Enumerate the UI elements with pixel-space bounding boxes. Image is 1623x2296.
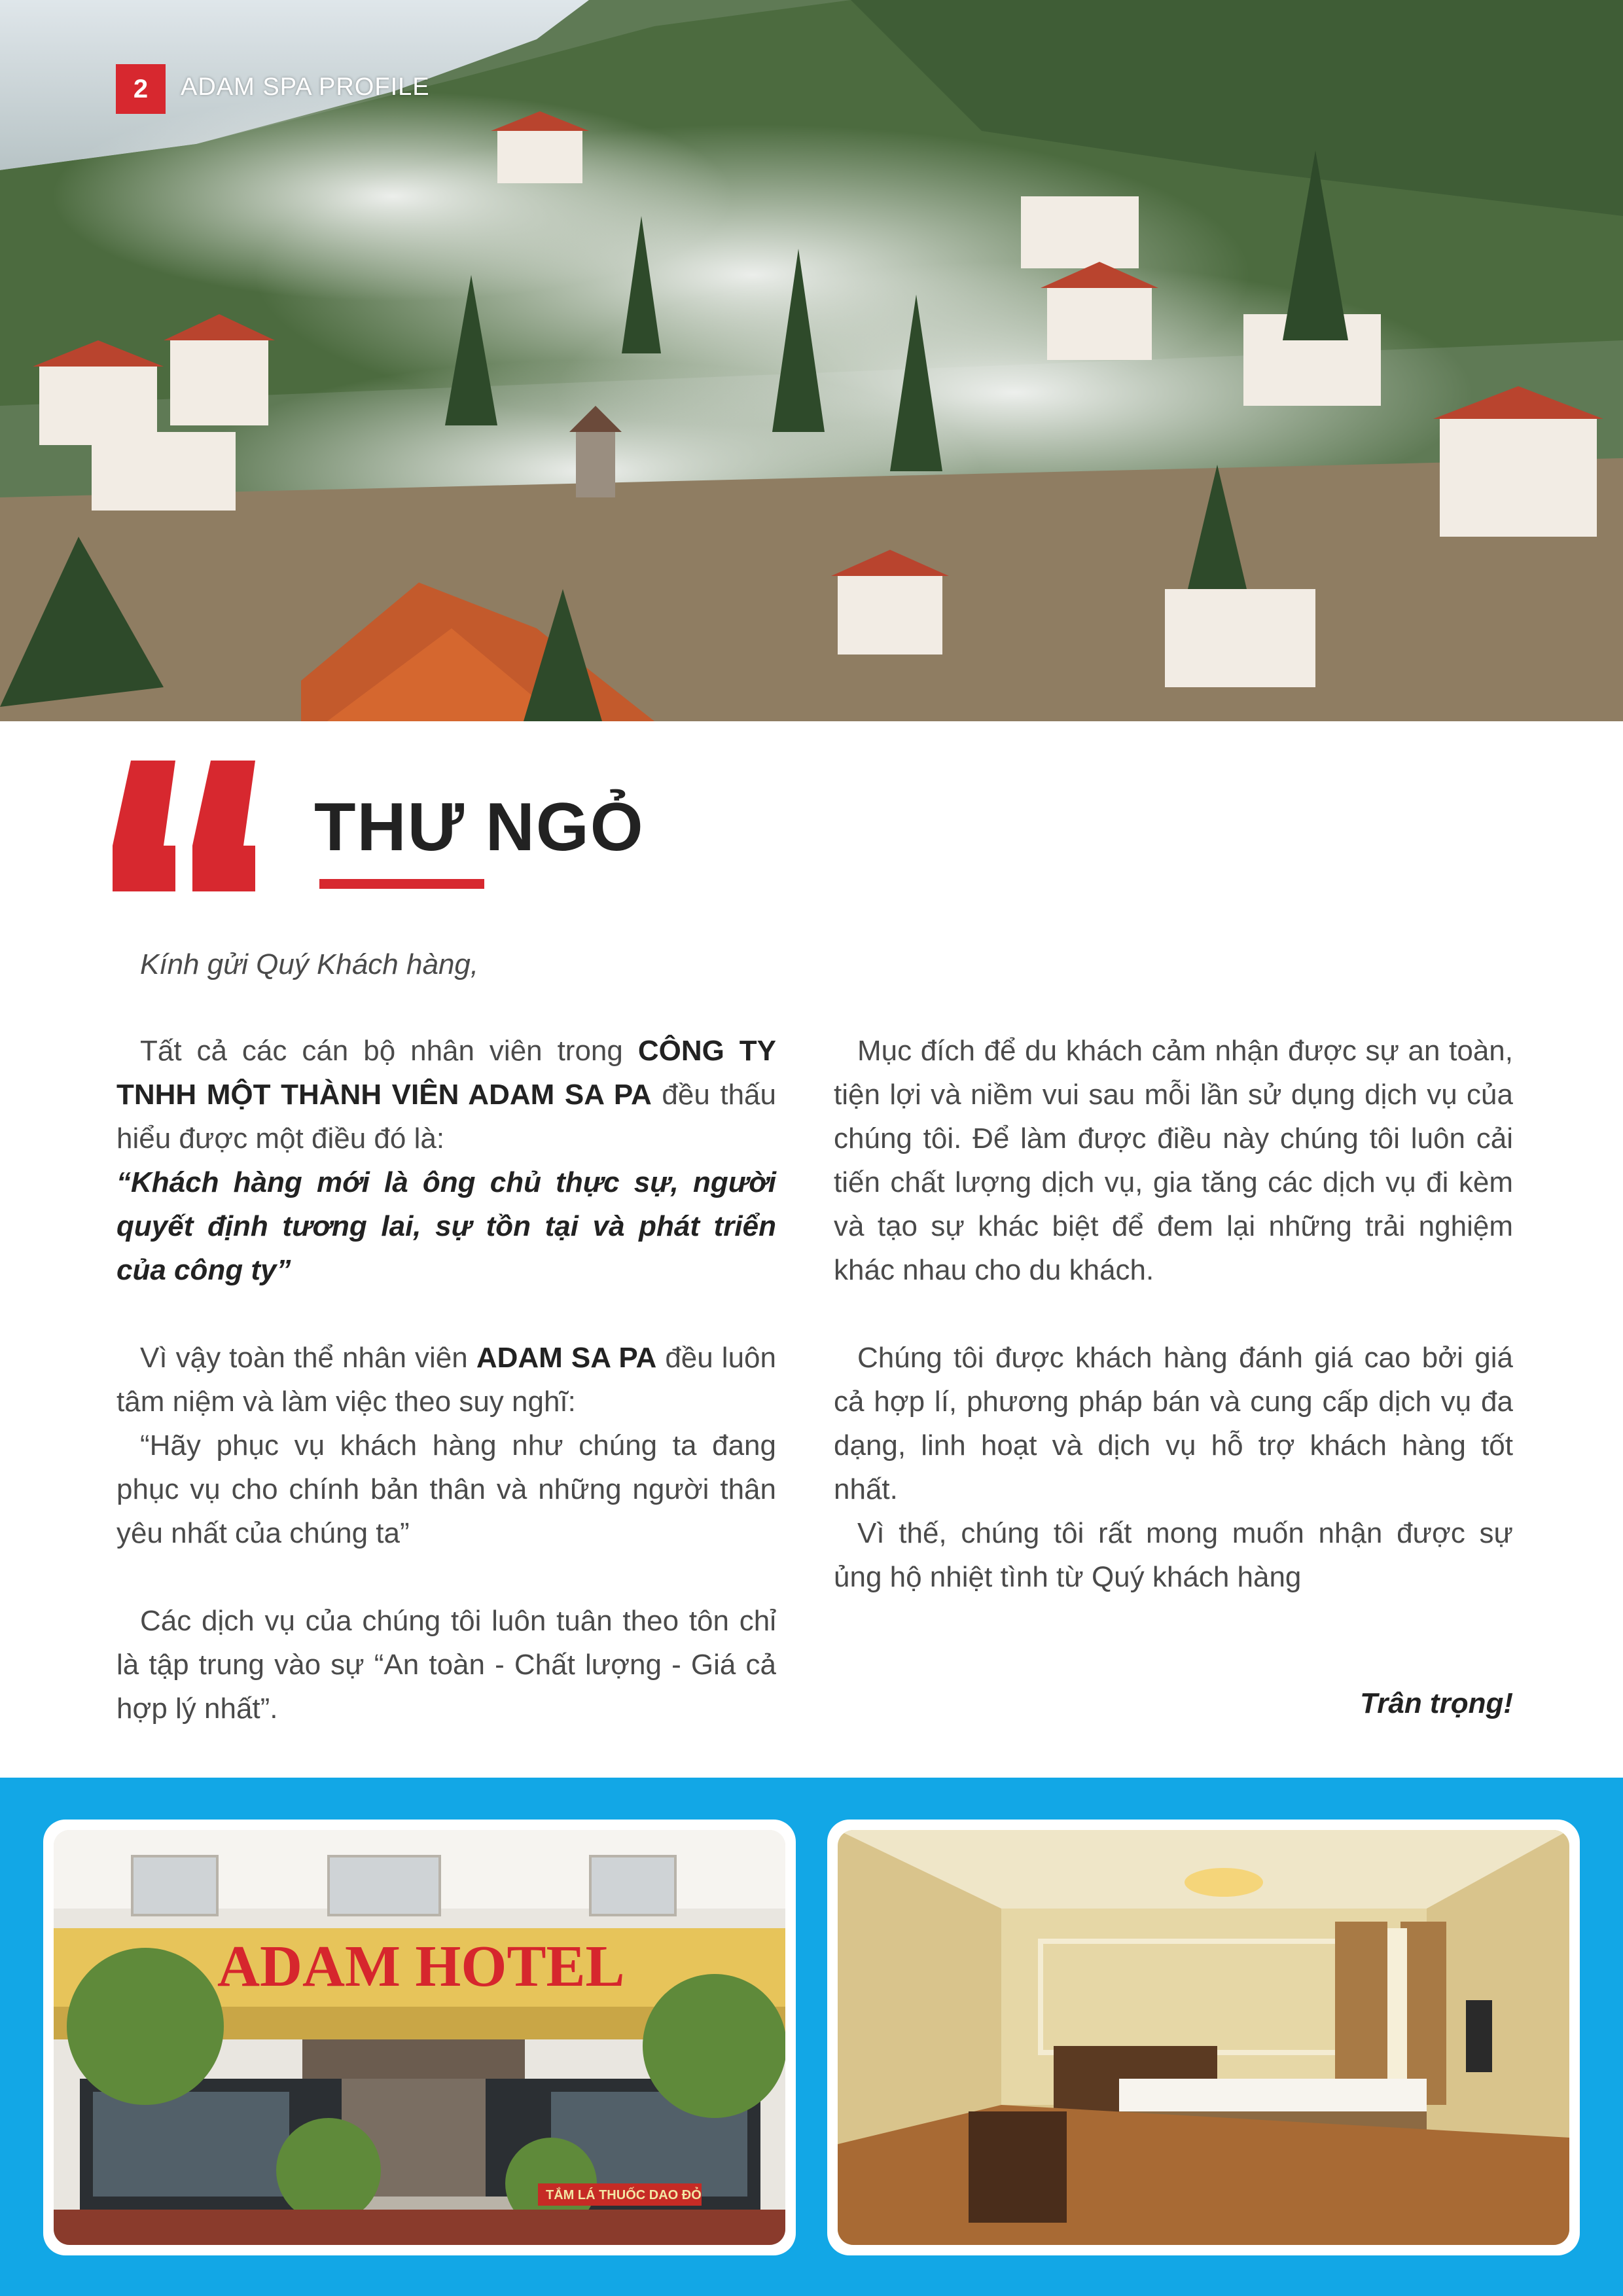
header-label: ADAM SPA PROFILE xyxy=(181,73,430,101)
paragraph-1 xyxy=(116,1029,776,1160)
service-quote: “Hãy phục vụ khách hàng như chúng ta đang phục vụ cho chính bản thân và những người thân yêu nhất của chúng ta” xyxy=(116,1429,776,1549)
paragraph-2-end: đều luôn tâm niệm và làm việc theo suy nghĩ: xyxy=(116,1342,776,1418)
company-name: CÔNG TY TNHH MỘT THÀNH VIÊN ADAM SA PA xyxy=(116,1035,776,1111)
paragraph-2 xyxy=(116,1336,776,1424)
paragraph-3: Các dịch vụ của chúng tôi luôn tuân theo tôn chỉ là tập trung vào sự “An toàn - Chất lượng - Giá cả hợp lý nhất”. xyxy=(116,1605,776,1725)
letter-title: THƯ NGỎ xyxy=(314,789,645,865)
paragraph-1-end: đều thấu hiểu được một điều đó là: xyxy=(116,1079,777,1155)
hotel-sign-text: ADAM HOTEL xyxy=(217,1934,625,1999)
paragraph-2-start: Vì vậy toàn thể nhân viên xyxy=(140,1342,476,1374)
quotation-mark-icon xyxy=(113,761,276,891)
photo-hotel-room xyxy=(827,1820,1580,2255)
brand-name: ADAM SA PA xyxy=(476,1342,657,1374)
greeting: Kính gửi Quý Khách hàng, xyxy=(140,948,479,980)
hotel-banner-text: TẮM LÁ THUỐC DAO ĐỎ xyxy=(546,2188,702,2202)
title-underline xyxy=(319,879,484,889)
customer-quote: “Khách hàng mới là ông chủ thực sự, người quyết định tương lai, sự tồn tại và phát triển của công ty” xyxy=(116,1166,776,1286)
photo-hotel-exterior xyxy=(43,1820,796,2255)
page-number-badge: 2 xyxy=(116,64,166,114)
letter-column-left xyxy=(116,942,776,1731)
hotel-exterior-illustration xyxy=(54,1830,785,2245)
paragraph-5: Chúng tôi được khách hàng đánh giá cao bởi giá cả hợp lí, phương pháp bán và cung cấp dịch vụ đa dạng, linh hoạt và dịch vụ hỗ trợ khách hàng tốt nhất. xyxy=(834,1342,1513,1505)
paragraph-4: Mục đích để du khách cảm nhận được sự an toàn, tiện lợi và niềm vui sau mỗi lần sử dụng dịch vụ của chúng tôi. Để làm được điều này chúng tôi luôn cải tiến chất lượng dịch vụ, gia tăng các dịch vụ đi kèm và tạo sự khác biệt để đem lại những trải nghiệm khác nhau cho du khách. xyxy=(834,1035,1513,1286)
paragraph-6: Vì thế, chúng tôi rất mong muốn nhận được sự ủng hộ nhiệt tình từ Quý khách hàng xyxy=(834,1517,1513,1593)
hero-photo-sapa-town xyxy=(0,0,1623,721)
hotel-room-illustration xyxy=(838,1830,1569,2245)
sapa-landscape-illustration xyxy=(0,0,1623,721)
paragraph-1-start: Tất cả các cán bộ nhân viên trong xyxy=(140,1035,638,1067)
letter-column-right xyxy=(834,1029,1513,1599)
closing-signature: Trân trọng! xyxy=(1360,1687,1513,1719)
